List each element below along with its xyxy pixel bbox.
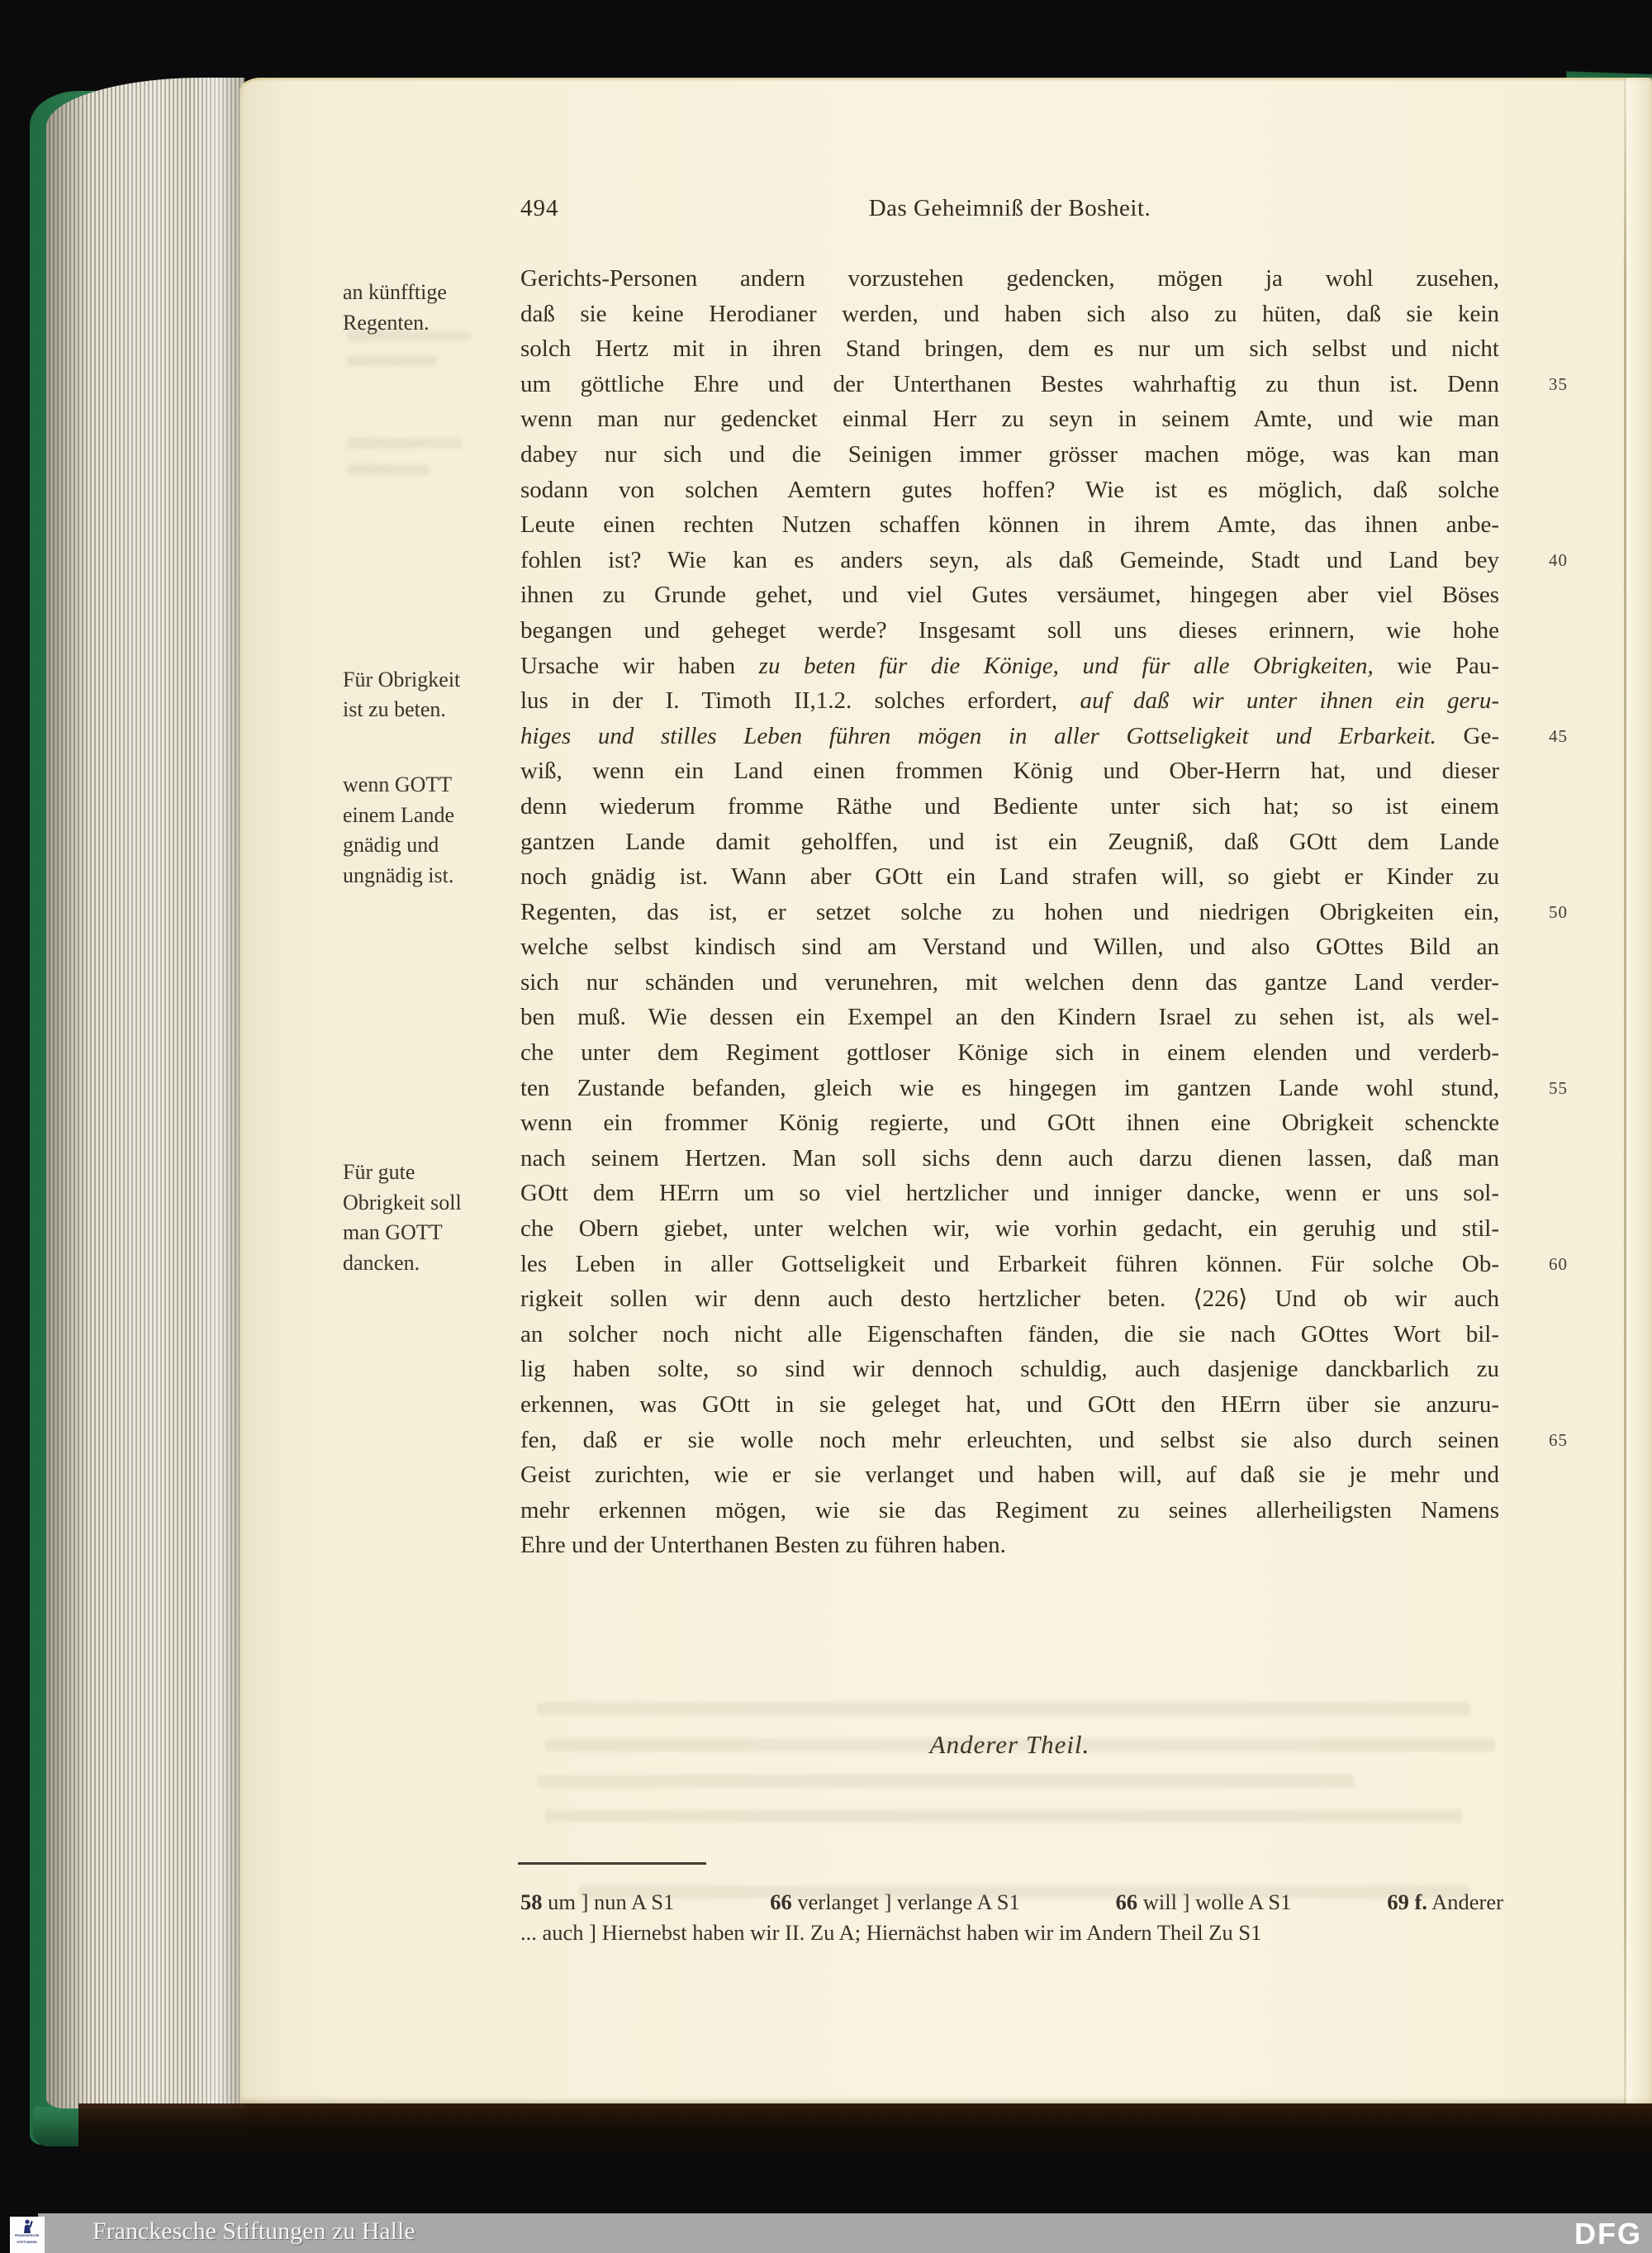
bleed-through xyxy=(347,438,463,449)
margin-note: Für Obrigkeit ist zu beten. xyxy=(343,667,461,722)
bleed-through xyxy=(545,1738,1495,1752)
print-line-number: 35 xyxy=(1549,373,1568,394)
text-line: Ursache wir haben zu beten für die Könige, und für alle Obrigkeiten, wie Pau- xyxy=(520,652,1499,679)
text-line: nach seinem Hertzen. Man soll sichs denn auch darzu dienen lassen, daß man xyxy=(520,1144,1499,1172)
logo-text-line2: STIFTUNGEN xyxy=(17,2240,38,2244)
bleed-through xyxy=(347,464,430,475)
text-line: erkennen, was GOtt in sie geleget hat, und GOtt den HErrn über sie anzuru- xyxy=(520,1391,1499,1418)
bleed-through xyxy=(347,330,471,341)
text-line: ihnen zu Grunde gehet, und viel Gutes versäumet, hingegen aber viel Böses xyxy=(520,582,1499,609)
text-line: lus in der I. Timoth II,1.2. solches erfordert, auf daß wir unter ihnen ein geru- xyxy=(520,687,1499,715)
page-fore-edge-stack xyxy=(46,78,244,2108)
text-line: rigkeit sollen wir denn auch desto hertzlicher beten. ⟨226⟩ Und ob wir auch xyxy=(520,1286,1499,1313)
text-line: sich nur schänden und verunehren, mit welchen denn das gantze Land verder- xyxy=(520,968,1499,996)
text-line: les Leben in aller Gottseligkeit und Erbarkeit führen können. Für solche Ob- 60 xyxy=(520,1247,1499,1282)
text-line: wenn man nur gedencket einmal Herr zu seyn in seinem Amte, und wie man xyxy=(520,406,1499,433)
bleed-through xyxy=(347,355,438,366)
text-line: sodann von solchen Aemtern gutes hoffen? Wie ist es möglich, daß solche xyxy=(520,476,1499,503)
text-line: ten Zustande befanden, gleich wie es hingegen im gantzen Lande wohl stund, 55 xyxy=(520,1071,1499,1106)
print-line-number: 50 xyxy=(1549,901,1568,922)
page-number: 494 xyxy=(520,195,559,221)
library-name: Franckesche Stiftungen zu Halle xyxy=(93,2217,415,2245)
apparatus-entry: 66 verlanget ] verlange A S1 xyxy=(770,1889,1020,1914)
apparatus-entry: 58 um ] nun A S1 xyxy=(520,1889,675,1914)
page-right-edge xyxy=(1626,78,1652,2103)
print-line-number: 65 xyxy=(1549,1429,1568,1450)
text-line: che unter dem Regiment gottloser Könige sich in einem elenden und verderb- xyxy=(520,1039,1499,1067)
text-line: an solcher noch nicht alle Eigenschaften fänden, die sie nach GOttes Wort bil- xyxy=(520,1320,1499,1348)
body-text xyxy=(520,261,1568,1563)
text-line: noch gnädig ist. Wann aber GOtt ein Land strafen will, so giebt er Kinder zu xyxy=(520,863,1499,891)
text-line: higes und stilles Leben führen mögen in aller Gottseligkeit und Erbarkeit. Ge- 45 xyxy=(520,719,1499,754)
logo-text-line1: FRANCKESCHE xyxy=(15,2233,40,2237)
print-line-number: 45 xyxy=(1549,725,1568,746)
text-line: gantzen Lande damit geholffen, und ist ein Zeugniß, daß GOtt dem Lande xyxy=(520,828,1499,855)
bleed-through xyxy=(545,1809,1462,1823)
print-line-number: 60 xyxy=(1549,1253,1568,1274)
text-line: Gerichts-Personen andern vorzustehen gedencken, mögen ja wohl zusehen, xyxy=(520,265,1499,292)
book-bottom-shadow xyxy=(78,2103,1652,2161)
bleed-through xyxy=(537,1702,1470,1715)
print-line-number: 40 xyxy=(1549,549,1568,570)
bleed-through xyxy=(578,1885,1470,1899)
text-line: mehr erkennen mögen, wie sie das Regiment zu seines allerheiligsten Namens xyxy=(520,1496,1499,1523)
text-line: Geist zurichten, wie er sie verlanget und haben will, auf daß sie je mehr und xyxy=(520,1462,1499,1489)
running-title: Das Geheimniß der Bosheit. xyxy=(868,195,1151,221)
text-line: begangen und geheget werde? Insgesamt soll uns dieses erinnern, wie hohe xyxy=(520,616,1499,644)
library-logo xyxy=(10,2217,45,2253)
text-line: um göttliche Ehre und der Unterthanen Bestes wahrhaftig zu thun ist. Denn 35 xyxy=(520,367,1499,402)
margin-note: Für gute Obrigkeit soll man GOTT dancken. xyxy=(343,1160,462,1275)
apparatus-entry: 69 f. Anderer xyxy=(1387,1889,1503,1914)
text-line: fen, daß er sie wolle noch mehr erleuchten, und selbst sie also durch seinen 65 xyxy=(520,1423,1499,1458)
text-line: lig haben solte, so sind wir dennoch schuldig, auch dasjenige danckbarlich zu xyxy=(520,1356,1499,1383)
orphan-figure-icon xyxy=(21,2219,34,2234)
text-line: denn wiederum fromme Räthe und Bediente unter sich hat; so ist einem xyxy=(520,792,1499,820)
text-line: Leute einen rechten Nutzen schaffen können in ihrem Amte, das ihnen anbe- xyxy=(520,511,1499,539)
viewer-bottom-bar xyxy=(38,2213,1652,2253)
bleed-through xyxy=(537,1775,1355,1788)
text-line: Ehre und der Unterthanen Besten zu führen haben. xyxy=(520,1532,1006,1559)
margin-note: wenn GOTT einem Lande gnädig und ungnädig ist. xyxy=(343,772,454,887)
text-line: ben muß. Wie dessen ein Exempel an den Kindern Israel zu sehen ist, als wel- xyxy=(520,1004,1499,1031)
text-line: welche selbst kindisch sind am Verstand und Willen, und also GOttes Bild an xyxy=(520,934,1499,961)
text-line: che Obern giebet, unter welchen wir, wie vorhin gedacht, ein geruhig und stil- xyxy=(520,1215,1499,1243)
print-line-number: 55 xyxy=(1549,1077,1568,1098)
text-line: wiß, wenn ein Land einen frommen König und Ober-Herrn hat, und dieser xyxy=(520,758,1499,785)
text-line: fohlen ist? Wie kan es anders seyn, als daß Gemeinde, Stadt und Land bey 40 xyxy=(520,543,1499,578)
text-line: dabey nur sich und die Seinigen immer grösser machen möge, was kan man xyxy=(520,440,1499,468)
section-heading: Anderer Theil. xyxy=(929,1730,1090,1759)
apparatus-line: ... auch ] Hiernebst haben wir II. Zu A; Hiernächst haben wir im Andern Theil Zu S1 xyxy=(520,1920,1262,1945)
margin-note: an künfftige Regenten. xyxy=(343,280,447,335)
text-line: Regenten, das ist, er setzet solche zu hohen und niedrigen Obrigkeiten ein, 50 xyxy=(520,895,1499,930)
text-line: GOtt dem HErrn um so viel hertzlicher und inniger dancke, wenn er uns sol- xyxy=(520,1180,1499,1207)
text-line: solch Hertz mit in ihren Stand bringen, dem es nur um sich selbst und nicht xyxy=(520,335,1499,363)
apparatus-entry: 66 will ] wolle A S1 xyxy=(1115,1889,1292,1914)
footnote-rule xyxy=(518,1862,706,1865)
dfg-logo: DFG xyxy=(1574,2217,1642,2251)
text-line: wenn ein frommer König regierte, und GOtt ihnen eine Obrigkeit schenckte xyxy=(520,1110,1499,1137)
text-line: daß sie keine Herodianer werden, und haben sich also zu hüten, daß sie kein xyxy=(520,300,1499,327)
